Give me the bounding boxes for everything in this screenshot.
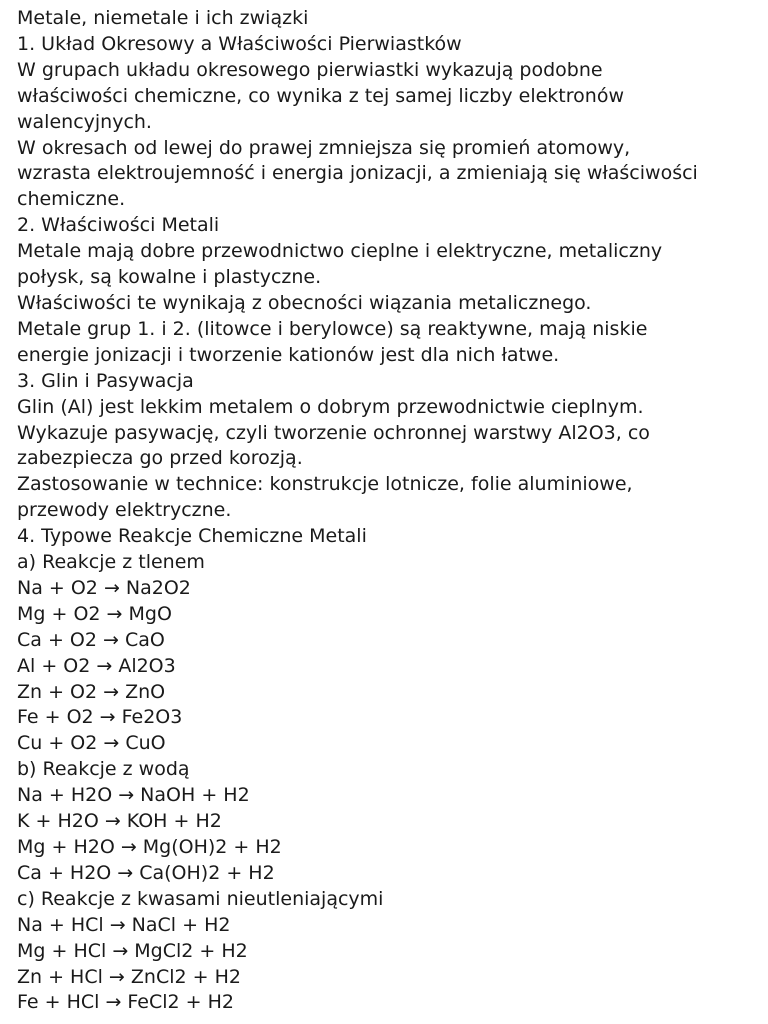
text-line: c) Reakcje z kwasami nieutleniającymi [17, 887, 384, 910]
text-line: Wykazuje pasywację, czyli tworzenie ochronnej warstwy Al2O3, co [17, 421, 650, 444]
text-line: 4. Typowe Reakcje Chemiczne Metali [17, 525, 367, 548]
text-line: Metale, niemetale i ich związki [17, 7, 309, 29]
text-line: Na + O2 → Na2O2 [17, 576, 191, 599]
text-line: Ca + H2O → Ca(OH)2 + H2 [17, 861, 275, 884]
text-line: 2. Właściwości Metali [17, 214, 220, 237]
text-line: W grupach układu okresowego pierwiastki wykazują podobne [17, 58, 603, 81]
text-line: Cu + O2 → CuO [17, 732, 166, 755]
text-line: 1. Układ Okresowy a Właściwości Pierwiastków [17, 32, 462, 55]
text-line: W okresach od lewej do prawej zmniejsza się promień atomowy, [17, 136, 631, 159]
text-line: Fe + O2 → Fe2O3 [17, 706, 183, 729]
text-line: Mg + H2O → Mg(OH)2 + H2 [17, 836, 282, 858]
text-line: Mg + O2 → MgO [17, 602, 172, 625]
text-line: 3. Glin i Pasywacja [17, 369, 194, 392]
text-line: a) Reakcje z tlenem [17, 551, 205, 574]
text-line: Na + HCl → NaCl + H2 [17, 913, 231, 936]
text-line: Mg + HCl → MgCl2 + H2 [17, 939, 248, 962]
text-line: Metale grup 1. i 2. (litowce i berylowce) są reaktywne, mają niskie [17, 317, 648, 340]
text-line: Fe + HCl → FeCl2 + H2 [17, 991, 234, 1014]
text-line: energie jonizacji i tworzenie kationów jest dla nich łatwe. [17, 343, 560, 366]
text-line: zabezpiecza go przed korozją. [17, 447, 303, 470]
text-line: Ca + O2 → CaO [17, 628, 165, 651]
text-line: Metale mają dobre przewodnictwo cieplne i elektryczne, metaliczny [17, 240, 663, 263]
text-line: Właściwości te wynikają z obecności wiązania metalicznego. [17, 291, 592, 314]
text-line: wzrasta elektroujemność i energia jonizacji, a zmieniają się właściwości [17, 162, 698, 185]
text-line: właściwości chemiczne, co wynika z tej samej liczby elektronów [17, 84, 624, 107]
text-line: b) Reakcje z wodą [17, 758, 190, 781]
text-line: Glin (Al) jest lekkim metalem o dobrym przewodnictwie cieplnym. [17, 395, 644, 418]
text-line: Na + H2O → NaOH + H2 [17, 784, 250, 807]
text-line: walencyjnych. [17, 110, 152, 133]
text-line: Al + O2 → Al2O3 [17, 654, 176, 677]
text-line: K + H2O → KOH + H2 [17, 810, 222, 833]
text-line: połysk, są kowalne i plastyczne. [17, 266, 322, 289]
text-line: Zn + O2 → ZnO [17, 680, 166, 703]
text-line: Zn + HCl → ZnCl2 + H2 [17, 965, 241, 988]
text-line: przewody elektryczne. [17, 499, 232, 522]
text-line: chemiczne. [17, 188, 126, 211]
text-line: Zastosowanie w technice: konstrukcje lotnicze, folie aluminiowe, [17, 473, 633, 496]
